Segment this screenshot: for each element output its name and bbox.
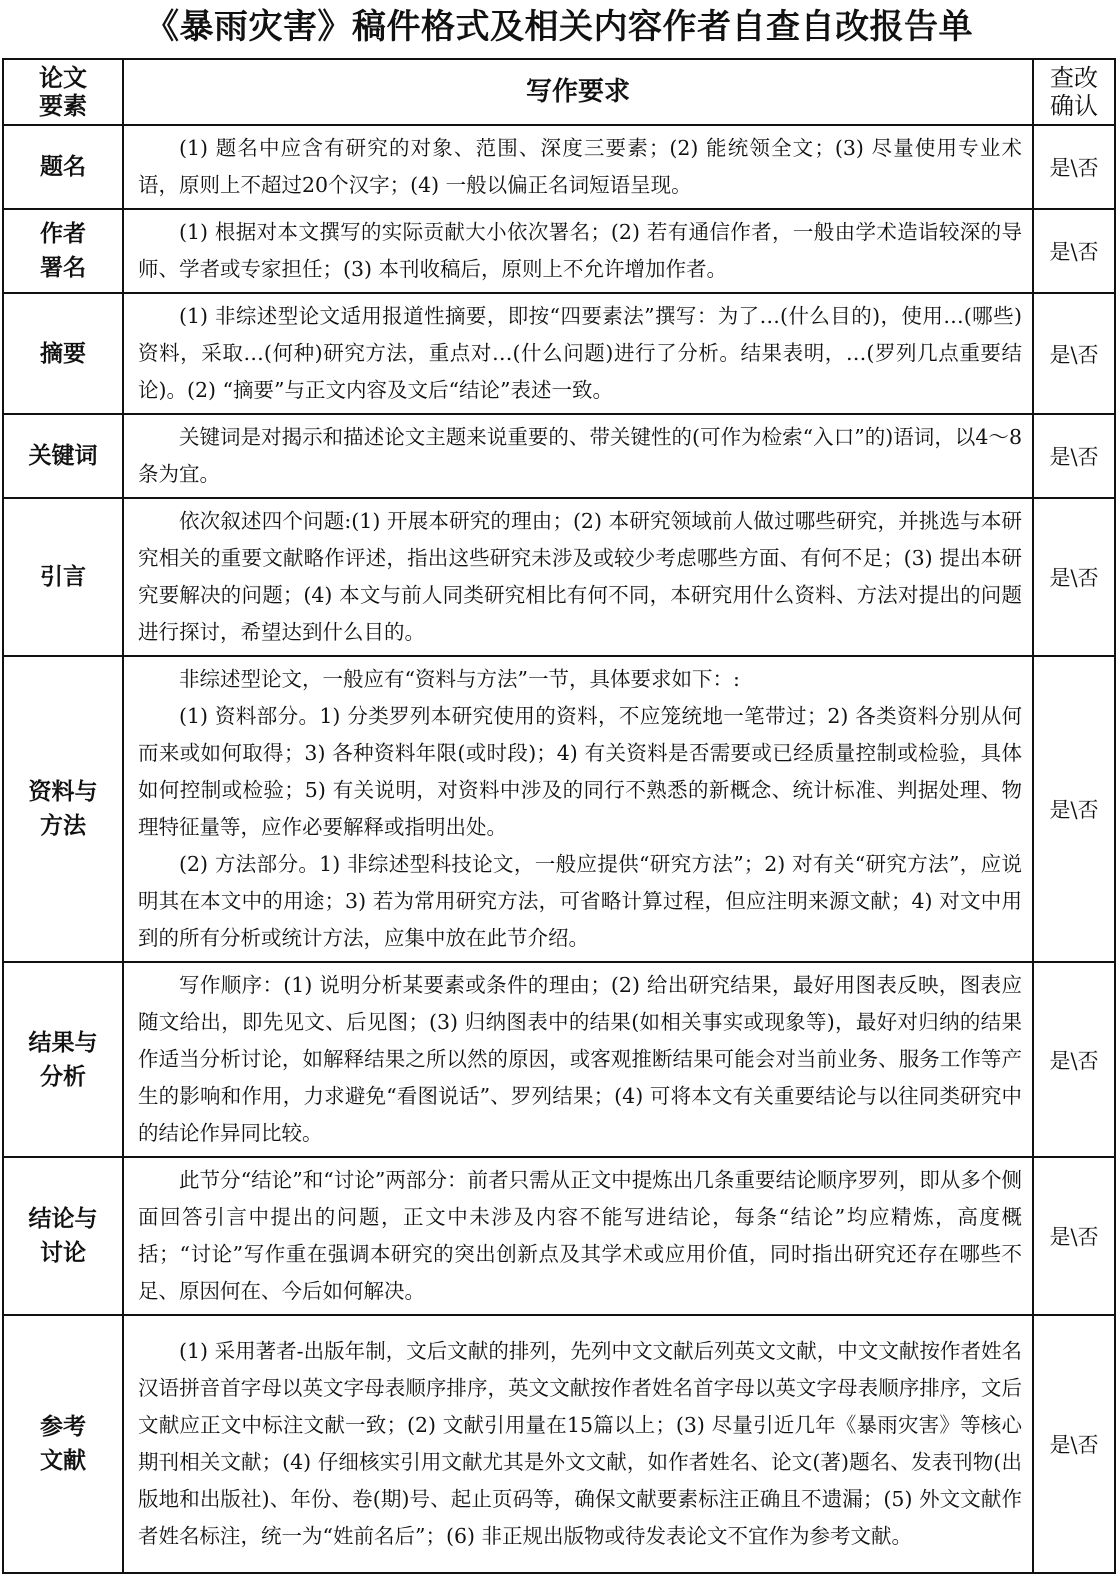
confirm-cell[interactable]: 是\否	[1033, 125, 1115, 209]
table-row-title	[3, 125, 1115, 209]
element-label: 参考	[40, 1414, 86, 1440]
requirement-cell	[123, 1315, 1033, 1573]
requirement-text: (1) 根据对本文撰写的实际贡献大小依次署名；(2) 若有通信作者，一般由学术造诣较深的导师、学者或专家担任；(3) 本刊收稿后，原则上不允许增加作者。	[138, 220, 1022, 281]
header-requirement-cell: 写作要求	[123, 59, 1033, 125]
confirm-cell[interactable]: 是\否	[1033, 209, 1115, 293]
page-title: 《暴雨灾害》稿件格式及相关内容作者自查自改报告单	[145, 7, 973, 47]
requirement-text: (1) 题名中应含有研究的对象、范围、深度三要素；(2) 能统领全文；(3) 尽量使用专业术语，原则上不超过20个汉字；(4) 一般以偏正名词短语呈现。	[138, 136, 1022, 197]
table-row-data-methods	[3, 656, 1115, 962]
table-row-results	[3, 962, 1115, 1157]
element-label: 题名	[40, 154, 86, 180]
table-row-references	[3, 1315, 1115, 1573]
element-cell	[3, 656, 123, 962]
confirm-cell[interactable]: 是\否	[1033, 962, 1115, 1157]
requirement-cell	[123, 498, 1033, 656]
requirement-text: 关键词是对揭示和描述论文主题来说重要的、带关键性的(可作为检索“入口”的)语词，以4～8条为宜。	[138, 425, 1022, 486]
confirm-cell[interactable]: 是\否	[1033, 293, 1115, 414]
element-label: 分析	[40, 1063, 86, 1090]
requirement-cell	[123, 962, 1033, 1157]
element-label: 讨论	[40, 1240, 86, 1266]
table-row-keywords	[3, 414, 1115, 498]
self-check-table	[2, 58, 1116, 1574]
table-header-row	[3, 59, 1115, 125]
element-cell	[3, 125, 123, 209]
element-label: 摘要	[40, 340, 86, 367]
requirement-text: 非综述型论文，一般应有“资料与方法”一节，具体要求如下：:	[179, 667, 740, 691]
table-row-abstract	[3, 293, 1115, 414]
element-label: 关键词	[28, 443, 98, 469]
element-label: 文献	[40, 1448, 86, 1474]
element-cell	[3, 498, 123, 656]
header-element-cell	[3, 59, 123, 125]
requirement-cell	[123, 414, 1033, 498]
table-row-introduction	[3, 498, 1115, 656]
element-cell	[3, 962, 123, 1157]
element-label: 方法	[40, 813, 86, 839]
header-element-label: 论文	[39, 64, 87, 92]
requirement-text: 此节分“结论”和“讨论”两部分：前者只需从正文中提炼出几条重要结论顺序罗列，即从多个侧面回答引言中提出的问题，正文中未涉及内容不能写进结论，每条“结论”均应精炼，高度概括；“讨论”写作重在强调本研究的突出创新点及其学术或应用价值，同时指出研究还存在哪些不足、原因何在、今后如何解决。	[138, 1168, 1022, 1303]
confirm-cell[interactable]: 是\否	[1033, 1315, 1115, 1573]
header-confirm-cell	[1033, 59, 1115, 125]
requirement-text: (1) 采用著者-出版年制，文后文献的排列，先列中文文献后列英文文献，中文文献按作者姓名汉语拼音首字母以英文字母表顺序排序，英文文献按作者姓名首字母以英文字母表顺序排序，文后文献应正文中标注文献一致；(2) 文献引用量在15篇以上；(3) 尽量引近几年《暴雨灾害》等核心期刊相关文献；(4) 仔细核实引用文献尤其是外文文献，如作者姓名、论文(著)题名、发表刊物(出版地和出版社)、年份、卷(期)号、起止页码等，确保文献要素标注正确且不遗漏；(5) 外文文献作者姓名标注，统一为“姓前名后”；(6) 非正规出版物或待发表论文不宜作为参考文献。	[138, 1339, 1022, 1548]
requirement-text: 写作顺序：(1) 说明分析某要素或条件的理由；(2) 给出研究结果，最好用图表反映，图表应随文给出，即先见文、后见图；(3) 归纳图表中的结果(如相关事实或现象等)，最好对归纳的结果作适当分析讨论，如解释结果之所以然的原因，或客观推断结果可能会对当前业务、服务工作等产生的影响和作用，力求避免“看图说话”、罗列结果；(4) 可将本文有关重要结论与以往同类研究中的结论作异同比较。	[138, 973, 1022, 1145]
element-cell	[3, 1157, 123, 1315]
element-cell	[3, 1315, 123, 1573]
element-cell	[3, 293, 123, 414]
confirm-cell[interactable]: 是\否	[1033, 498, 1115, 656]
requirement-text: 依次叙述四个问题:(1) 开展本研究的理由；(2) 本研究领域前人做过哪些研究，并挑选与本研究相关的重要文献略作评述，指出这些研究未涉及或较少考虑哪些方面、有何不足；(3) 提出本研究要解决的问题；(4) 本文与前人同类研究相比有何不同，本研究用什么资料、方法对提出的问题进行探讨，希望达到什么目的。	[138, 509, 1022, 644]
requirement-cell	[123, 1157, 1033, 1315]
element-label: 结果与	[28, 1029, 98, 1056]
element-label: 引言	[40, 564, 86, 590]
header-element-label: 要素	[39, 92, 87, 120]
element-label: 资料与	[28, 779, 98, 805]
element-label: 作者	[40, 221, 86, 247]
element-label: 署名	[40, 255, 86, 281]
requirement-cell	[123, 125, 1033, 209]
confirm-cell[interactable]: 是\否	[1033, 1157, 1115, 1315]
table-row-conclusion	[3, 1157, 1115, 1315]
element-cell	[3, 209, 123, 293]
table-row-author	[3, 209, 1115, 293]
requirement-cell	[123, 656, 1033, 962]
confirm-cell[interactable]: 是\否	[1033, 656, 1115, 962]
header-confirm-label: 查改	[1050, 64, 1098, 92]
requirement-text: (2) 方法部分。1) 非综述型科技论文，一般应提供“研究方法”；2) 对有关“研究方法”，应说明其在本文中的用途；3) 若为常用研究方法，可省略计算过程，但应注明来源文献；4) 对文中用到的所有分析或统计方法，应集中放在此节介绍。	[138, 852, 1022, 950]
element-cell	[3, 414, 123, 498]
requirement-text: (1) 非综述型论文适用报道性摘要，即按“四要素法”撰写：为了…(什么目的)，使用…(哪些)资料，采取…(何种)研究方法，重点对…(什么问题)进行了分析。结果表明，…(罗列几点重要结论)。(2) “摘要”与正文内容及文后“结论”表述一致。	[138, 304, 1022, 402]
element-label: 结论与	[28, 1206, 98, 1232]
requirement-text: (1) 资料部分。1) 分类罗列本研究使用的资料，不应笼统地一笔带过；2) 各类资料分别从何而来或如何取得；3) 各种资料年限(或时段)；4) 有关资料是否需要或已经质量控制或检验，具体如何控制或检验；5) 有关说明，对资料中涉及的同行不熟悉的新概念、统计标准、判据处理、物理特征量等，应作必要解释或指明出处。	[138, 704, 1022, 839]
requirement-cell	[123, 293, 1033, 414]
header-confirm-label: 确认	[1050, 92, 1098, 120]
confirm-cell[interactable]: 是\否	[1033, 414, 1115, 498]
requirement-cell	[123, 209, 1033, 293]
